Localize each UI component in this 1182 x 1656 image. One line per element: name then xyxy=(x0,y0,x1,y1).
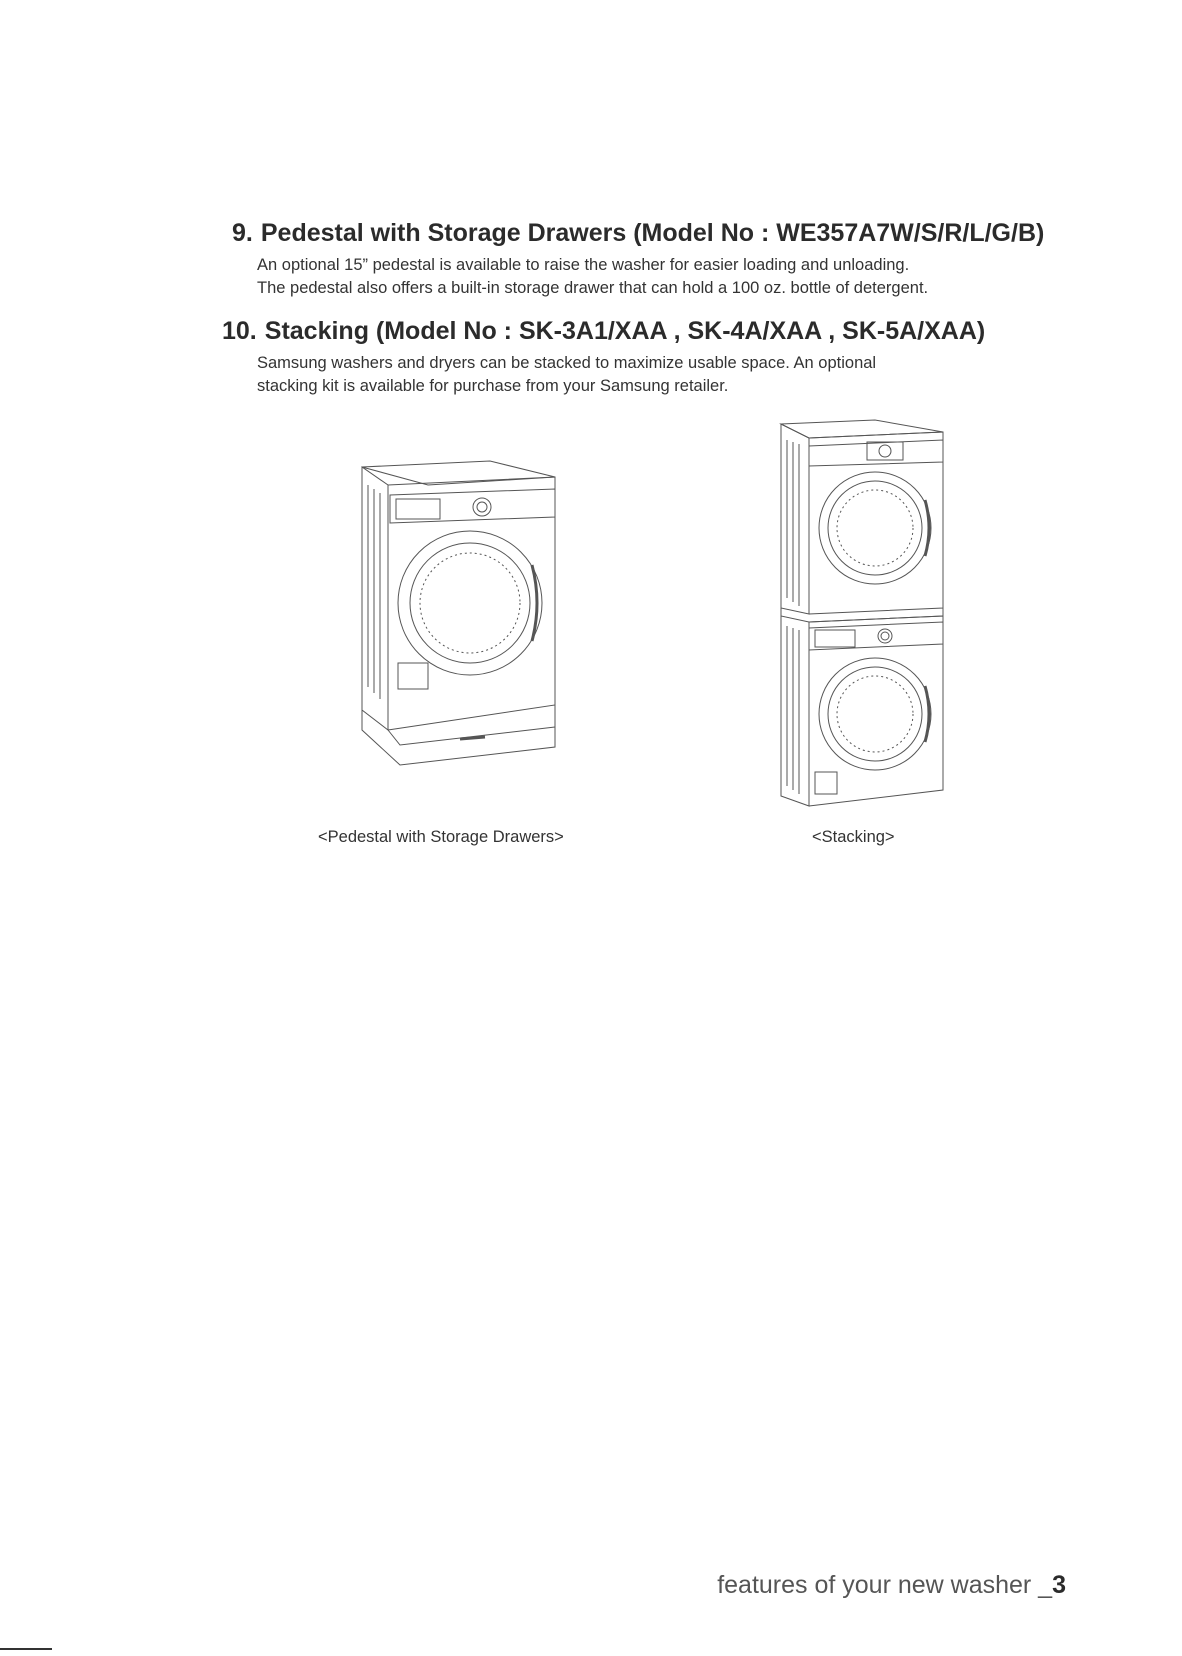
section-body xyxy=(257,254,1062,300)
section-body xyxy=(257,352,1052,398)
section-heading xyxy=(222,316,1052,346)
section-pedestal xyxy=(232,218,1062,300)
section-number: 10. xyxy=(222,317,257,345)
body-line: stacking kit is available for purchase from your Samsung retailer. xyxy=(257,377,729,395)
page-number: 3 xyxy=(1052,1571,1066,1599)
section-title: Pedestal with Storage Drawers (Model No : WE357A7W/S/R/L/G/B) xyxy=(260,219,1045,247)
section-number: 9. xyxy=(232,219,253,247)
page-footer xyxy=(717,1571,1066,1600)
body-line: An optional 15” pedestal is available to raise the washer for easier loading and unloading. xyxy=(257,256,910,274)
section-stacking xyxy=(222,316,1052,398)
section-heading xyxy=(232,218,1062,248)
body-line: The pedestal also offers a built-in storage drawer that can hold a 100 oz. bottle of detergent. xyxy=(257,279,929,297)
section-title: Stacking (Model No : SK-3A1/XAA , SK-4A/XAA , SK-5A/XAA) xyxy=(264,317,986,345)
corner-mark xyxy=(0,1648,52,1650)
body-line: Samsung washers and dryers can be stacked to maximize usable space. An optional xyxy=(257,354,877,372)
footer-text: features of your new washer _ xyxy=(717,1571,1053,1599)
stacked-washer-dryer-illustration xyxy=(775,418,950,808)
pedestal-figure-caption: <Pedestal with Storage Drawers> xyxy=(318,828,564,846)
stacking-figure-caption: <Stacking> xyxy=(812,828,895,846)
pedestal-washer-illustration xyxy=(350,455,565,770)
